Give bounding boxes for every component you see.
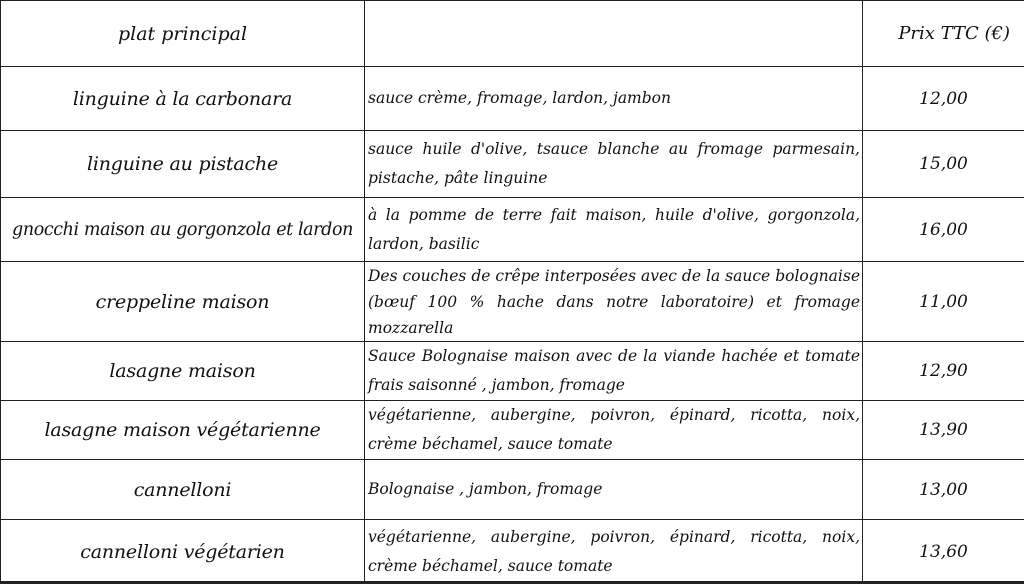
dish-description: sauce crème, fromage, lardon, jambon	[365, 67, 863, 131]
dish-description: à la pomme de terre fait maison, huile d'olive, gorgonzola, lardon, basilic	[365, 198, 863, 262]
dish-price: 12,00	[863, 67, 1024, 131]
dish-price: 15,00	[863, 131, 1024, 198]
table-row	[1, 262, 1024, 342]
table-header-row	[1, 1, 1024, 67]
table-row	[1, 342, 1024, 401]
dish-price: 13,60	[863, 520, 1024, 584]
header-description	[365, 1, 863, 67]
dish-description: Sauce Bolognaise maison avec de la viande hachée et tomate frais saisonné , jambon, fromage	[365, 342, 863, 401]
dish-description: sauce huile d'olive, tsauce blanche au fromage parmesain, pistache, pâte linguine	[365, 131, 863, 198]
dish-description: Des couches de crêpe interposées avec de la sauce bolognaise (bœuf 100 % hache dans notre laboratoire) et fromage mozzarella	[365, 262, 863, 342]
dish-name: linguine à la carbonara	[1, 67, 365, 131]
dish-name: creppeline maison	[1, 262, 365, 342]
header-dish-name: plat principal	[1, 1, 365, 67]
header-price: Prix TTC (€)	[863, 1, 1024, 67]
dish-price: 11,00	[863, 262, 1024, 342]
dish-price: 12,90	[863, 342, 1024, 401]
dish-price: 13,90	[863, 401, 1024, 460]
dish-name: gnocchi maison au gorgonzola et lardon	[1, 198, 365, 262]
dish-name: cannelloni végétarien	[1, 520, 365, 584]
dish-description: Bolognaise , jambon, fromage	[365, 460, 863, 520]
dish-name: linguine au pistache	[1, 131, 365, 198]
dish-name: cannelloni	[1, 460, 365, 520]
dish-price: 16,00	[863, 198, 1024, 262]
table-row	[1, 198, 1024, 262]
dish-description: végétarienne, aubergine, poivron, épinard, ricotta, noix, crème béchamel, sauce tomate	[365, 520, 863, 584]
table-row	[1, 131, 1024, 198]
table-row	[1, 520, 1024, 584]
table-row	[1, 401, 1024, 460]
dish-name: lasagne maison végétarienne	[1, 401, 365, 460]
table-row	[1, 460, 1024, 520]
dish-price: 13,00	[863, 460, 1024, 520]
dish-description: végétarienne, aubergine, poivron, épinard, ricotta, noix, crème béchamel, sauce tomate	[365, 401, 863, 460]
table-row	[1, 67, 1024, 131]
dish-name: lasagne maison	[1, 342, 365, 401]
